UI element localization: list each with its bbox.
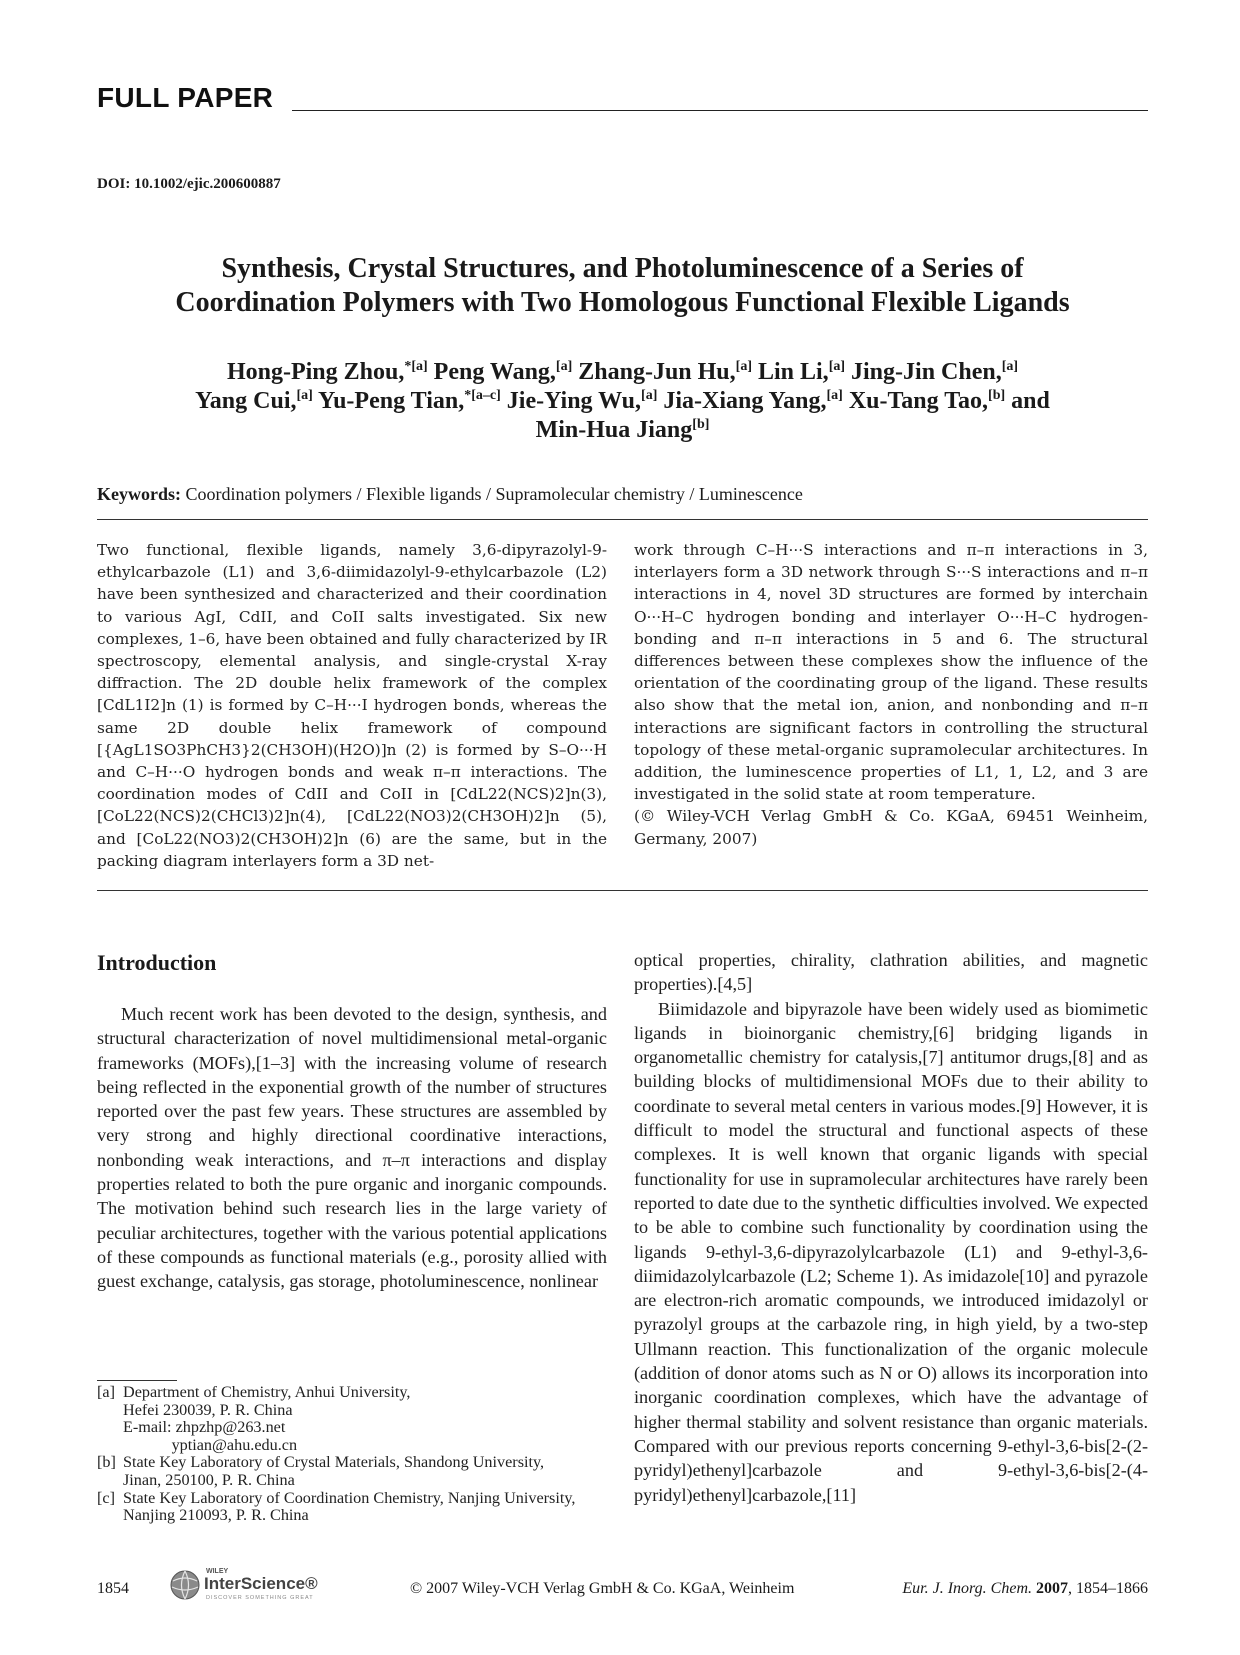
globe-icon (168, 1565, 353, 1603)
author: Yang Cui,[a] (195, 388, 313, 414)
affiliation-a: [a] Department of Chemistry, Anhui University, Hefei 230039, P. R. China E-mail: zhpzhp@263.net yptian@ahu.edu.cn (97, 1383, 411, 1454)
keywords-label: Keywords: (97, 484, 181, 504)
header-rule (292, 110, 1148, 111)
intro-paragraph-1: Much recent work has been devoted to the design, synthesis, and structural characterization of novel multidimensional metal-organic frameworks (MOFs),[1–3] with the increasing volume of research being reflected in the exponential growth of the number of structures reported over the past few years. These structures are assembled by very strong and highly directional coordinative interactions, nonbonding weak interactions, and π–π interactions and display properties related to both the pure organic and inorganic compounds. The motivation behind such research lies in the large variety of peculiar architectures, together with the various potential applications of these compounds as functional materials (e.g., porosity allied with guest exchange, catalysis, gas storage, photoluminescence, nonlinear (97, 1004, 607, 1292)
svg-text:DISCOVER SOMETHING GREAT: DISCOVER SOMETHING GREAT (206, 1595, 314, 1601)
page-number: 1854 (97, 1580, 129, 1597)
footnote-rule (97, 1380, 177, 1381)
author-list (97, 358, 1148, 445)
author: Yu-Peng Tian,$^{*[a-c]}$ (317, 388, 501, 414)
interscience-logo[interactable] (168, 1565, 353, 1603)
abstract-top-rule (97, 519, 1148, 520)
title-line-2: Coordination Polymers with Two Homologous Functional Flexible Ligands (175, 287, 1070, 318)
svg-text:InterScience®: InterScience® (204, 1574, 318, 1593)
title-line-1: Synthesis, Crystal Structures, and Photoluminescence of a Series of (221, 253, 1024, 284)
affiliation-b: [b] State Key Laboratory of Crystal Materials, Shandong University, Jinan, 250100, P. R. China (97, 1453, 545, 1489)
abstract-copyright: (© Wiley-VCH Verlag GmbH & Co. KGaA, 69451 Weinheim, Germany, 2007) (634, 807, 1148, 848)
author: Min-Hua Jiang[b] (535, 417, 710, 443)
affiliation-c: [c] State Key Laboratory of Coordination Chemistry, Nanjing University, Nanjing 210093, P. R. China (97, 1488, 576, 1525)
abstract-right (634, 539, 1148, 850)
doi: DOI: 10.1002/ejic.200600887 (97, 176, 281, 192)
author: Zhang-Jun Hu,[a] (578, 359, 752, 385)
section-label: FULL PAPER (97, 82, 274, 113)
abstract-left: Two functional, flexible ligands, namely 3,6-dipyrazolyl-9-ethylcarbazole (L1) and 3,6-diimidazolyl-9-ethylcarbazole (L2) have been synthesized and characterized and their coordination to various AgI, CdII, and CoII salts investigated. Six new complexes, 1–6, have been obtained and fully characterized by IR spectroscopy, elemental analysis, and single-crystal X-ray diffraction. The 2D double helix framework of the complex [CdL1I2]n (1) is formed by C–H···I hydrogen bonds, whereas the same 2D double helix framework of compound [{AgL1SO3PhCH3}2(CH3OH)(H2O)]n (2) is formed by S–O···H and C–H···O hydrogen bonds and weak π–π interactions. The coordination modes of CdII and CoII in [CdL22(NCS)2]n(3), [CoL22(NCS)2(CHCl3)2]n(4), [CdL22(NO3)2(CH3OH)2]n (5), and [CoL22(NO3)2(CH3OH)2]n (6) are the same, but in the packing diagram interlayers form a 3D net- (97, 541, 607, 870)
author: Peng Wang,[a] (433, 359, 573, 385)
keywords-value: Coordination polymers / Flexible ligands / Supramolecular chemistry / Luminescence (185, 484, 803, 504)
section-heading: Introduction (97, 950, 217, 975)
footer-copyright: © 2007 Wiley-VCH Verlag GmbH & Co. KGaA, Weinheim (410, 1580, 795, 1597)
paper-title (97, 252, 1148, 320)
author: Xu-Tang Tao,[b] (848, 388, 1006, 414)
journal-citation: Eur. J. Inorg. Chem. 2007, 1854–1866 (902, 1580, 1148, 1597)
intro-continued: optical properties, chirality, clathration abilities, and magnetic properties).[4,5] (634, 950, 1148, 995)
keywords (97, 484, 1148, 505)
affiliations (97, 1384, 607, 1525)
abstract-bottom-rule (97, 890, 1148, 891)
abstract-continued: work through C–H···S interactions and π–π interactions in 3, interlayers form a 3D network through S···S interactions and π–π interactions in 4, novel 3D structures are formed by interchain O···H–C hydrogen bonding and interlayer O···H–C hydrogen-bonding and π–π interactions in 5 and 6. The structural differences between these complexes show the influence of the orientation of the coordinating group of the ligand. These results also show that the metal ion, anion, and nonbonding and π–π interactions are significant factors in controlling the structural topology of these metal-organic supramolecular architectures. In addition, the luminescence properties of L1, 1, L2, and 3 are investigated in the solid state at room temperature. (634, 541, 1148, 804)
intro-right-column (634, 948, 1148, 1507)
author: Jia-Xiang Yang,[a] (663, 388, 843, 414)
svg-text:WILEY: WILEY (206, 1568, 229, 1575)
author-conjunction: and (1011, 388, 1050, 414)
author: Lin Li,[a] (757, 359, 846, 385)
author: Hong-Ping Zhou,$^{*[a]}$ (226, 359, 428, 385)
author: Jie-Ying Wu,[a] (506, 388, 658, 414)
author: Jing-Jin Chen,[a] (851, 359, 1019, 385)
intro-paragraph-2: Biimidazole and bipyrazole have been widely used as biomimetic ligands in bioinorganic chemistry,[6] bridging ligands in organometallic chemistry for catalysis,[7] antitumor drugs,[8] and as building blocks of multidimensional MOFs due to their ability to coordinate to several metal centers in various modes.[9] However, it is difficult to model the structural and functional aspects of these complexes. It is well known that organic ligands with special functionality for use in supramolecular architectures have rarely been reported to date due to the synthetic difficulties involved. We expected to be able to combine such functionality by coordination using the ligands 9-ethyl-3,6-dipyrazolylcarbazole (L1) and 9-ethyl-3,6-diimidazolylcarbazole (L2; Scheme 1). As imidazole[10] and pyrazole are electron-rich aromatic compounds, we introduced imidazolyl or pyrazolyl groups at the carbazole ring, in high yield, by a two-step Ullmann reaction. This functionalization of the organic molecule (addition of donor atoms such as N or O) allows its incorporation into inorganic coordination complexes, which have the advantage of higher thermal stability and solvent resistance than organic materials. Compared with our previous reports concerning 9-ethyl-3,6-bis[2-(2-pyridyl)ethenyl]carbazole and 9-ethyl-3,6-bis[2-(4-pyridyl)ethenyl]carbazole,[11] (634, 998, 1148, 1505)
